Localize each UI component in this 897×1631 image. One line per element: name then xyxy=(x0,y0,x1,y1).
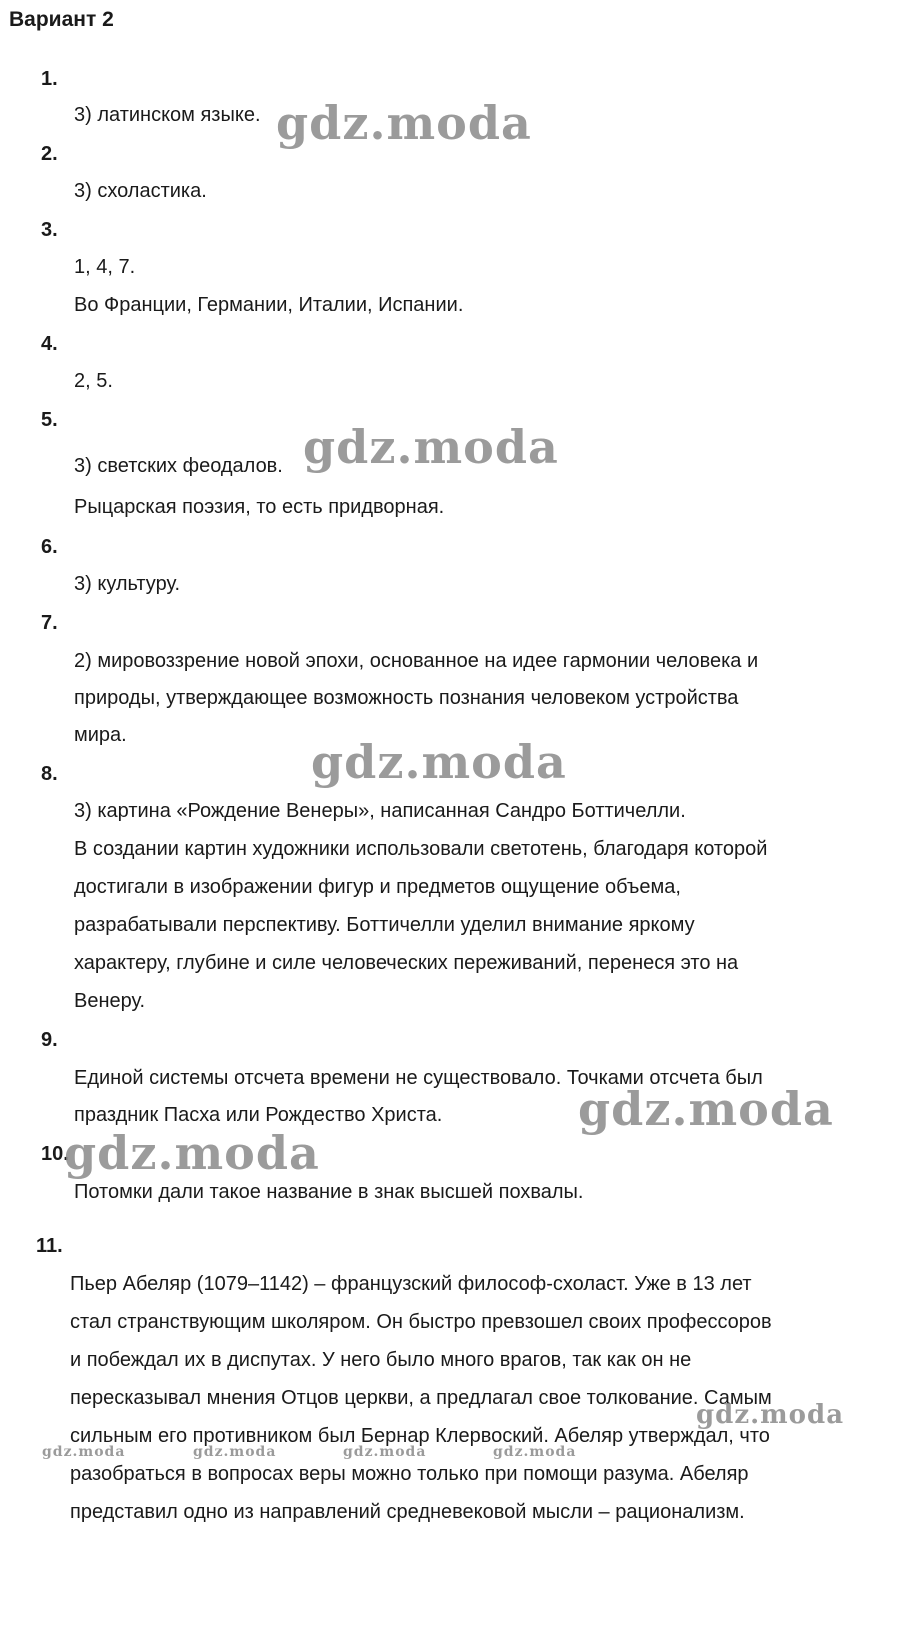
answer-line: Пьер Абеляр (1079–1142) – французский философ-схоласт. Уже в 13 лет xyxy=(70,1273,752,1295)
answer-number: 8. xyxy=(41,763,58,785)
answer-line: праздник Пасха или Рождество Христа. xyxy=(74,1104,443,1126)
watermark: gdz.moda xyxy=(578,1082,834,1136)
answer-line: 3) схоластика. xyxy=(74,180,207,202)
answer-line: 2) мировоззрение новой эпохи, основанное на идее гармонии человека и xyxy=(74,650,759,672)
answer-number: 2. xyxy=(41,143,58,165)
answer-line: Венеру. xyxy=(74,990,146,1012)
answer-line: природы, утверждающее возможность познания человеком устройства xyxy=(74,687,739,709)
answer-line: разобраться в вопросах веры можно только при помощи разума. Абеляр xyxy=(70,1463,749,1485)
answer-line: Во Франции, Германии, Италии, Испании. xyxy=(74,294,464,316)
answer-line: сильным его противником был Бернар Клервоский. Абеляр утверждал, что xyxy=(70,1425,770,1447)
watermark: gdz.moda xyxy=(311,735,567,789)
answer-line: Потомки дали такое название в знак высшей похвалы. xyxy=(74,1181,584,1203)
answer-number: 10. xyxy=(41,1143,69,1165)
answer-line: мира. xyxy=(74,724,127,746)
answer-number: 5. xyxy=(41,409,58,431)
answer-line: достигали в изображении фигур и предметов ощущение объема, xyxy=(74,876,681,898)
answer-number: 1. xyxy=(41,68,58,90)
answer-line: и побеждал их в диспутах. У него было много врагов, так как он не xyxy=(70,1349,692,1371)
answer-line: 2, 5. xyxy=(74,370,113,392)
answer-line: 1, 4, 7. xyxy=(74,256,136,278)
answer-number: 6. xyxy=(41,536,58,558)
answer-line: 3) латинском языке. xyxy=(74,104,261,126)
answer-line: 3) картина «Рождение Венеры», написанная Сандро Боттичелли. xyxy=(74,800,686,822)
answer-number: 11. xyxy=(36,1235,63,1257)
watermark: gdz.moda xyxy=(493,1444,577,1460)
answer-number: 3. xyxy=(41,219,58,241)
answer-line: разрабатывали перспективу. Боттичелли уделил внимание яркому xyxy=(74,914,695,936)
answer-line: стал странствующим школяром. Он быстро превзошел своих профессоров xyxy=(70,1311,772,1333)
answer-number: 7. xyxy=(41,612,58,634)
answer-line: В создании картин художники использовали светотень, благодаря которой xyxy=(74,838,768,860)
answer-line: Рыцарская поэзия, то есть придворная. xyxy=(74,496,445,518)
watermark: gdz.moda xyxy=(303,420,559,474)
answer-line: представил одно из направлений средневековой мысли – рационализм. xyxy=(70,1501,745,1523)
watermark: gdz.moda xyxy=(193,1444,277,1460)
page-title: Вариант 2 xyxy=(9,8,114,31)
answer-line: Единой системы отсчета времени не существовало. Точками отсчета был xyxy=(74,1067,763,1089)
answer-number: 9. xyxy=(41,1029,58,1051)
answer-line: 3) светских феодалов. xyxy=(74,455,283,477)
watermark: gdz.moda xyxy=(696,1400,845,1430)
answer-number: 4. xyxy=(41,333,58,355)
watermark: gdz.moda xyxy=(276,96,532,150)
answer-line: характеру, глубине и силе человеческих переживаний, перенеся это на xyxy=(74,952,739,974)
watermark: gdz.moda xyxy=(343,1444,427,1460)
watermark: gdz.moda xyxy=(64,1126,320,1180)
answer-line: 3) культуру. xyxy=(74,573,181,595)
watermark: gdz.moda xyxy=(42,1444,126,1460)
answer-line: пересказывал мнения Отцов церкви, а предлагал свое толкование. Самым xyxy=(70,1387,772,1409)
